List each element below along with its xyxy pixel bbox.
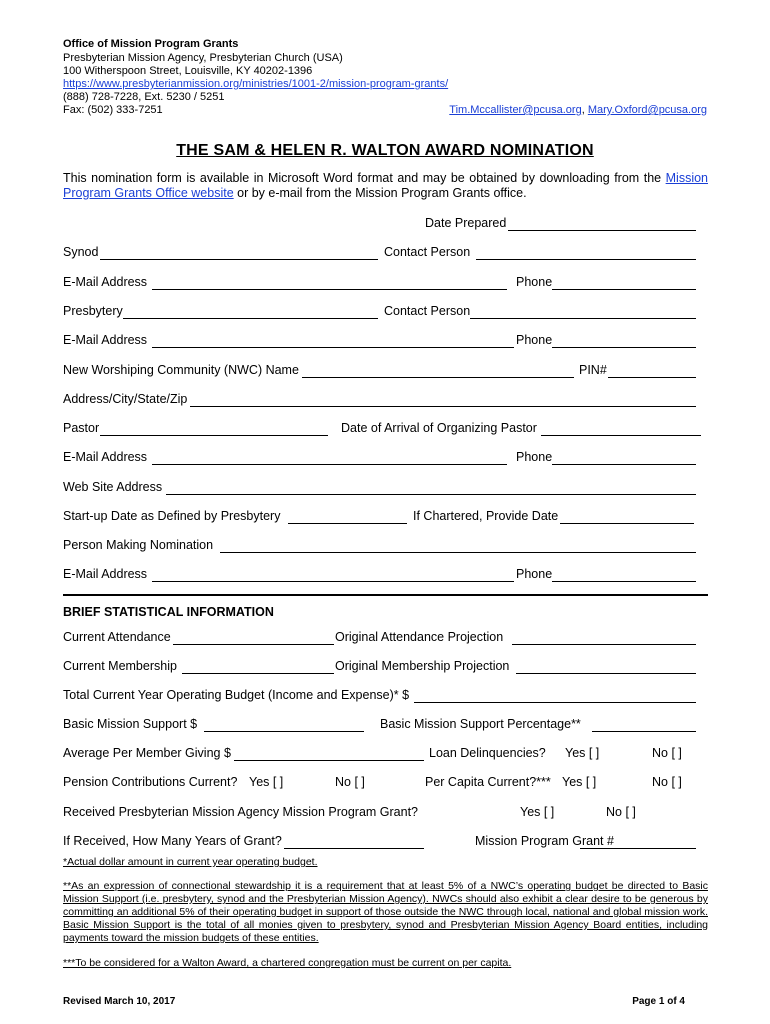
intro-text-1: This nomination form is available in Microsoft Word format and may be obtained by downloading from the (63, 171, 666, 185)
orig-attendance-label: Original Attendance Projection (335, 630, 504, 644)
pastor-email-label: E-Mail Address (63, 450, 148, 464)
per-capita-yes-checkbox[interactable]: Yes [ ] (562, 775, 597, 789)
chartered-date-label: If Chartered, Provide Date (413, 509, 559, 523)
synod-label: Synod (63, 245, 99, 259)
nominator-email-label: E-Mail Address (63, 567, 148, 581)
page-title: THE SAM & HELEN R. WALTON AWARD NOMINATION (176, 142, 594, 159)
per-capita-no-checkbox[interactable]: No [ ] (652, 775, 682, 789)
pension-yes-checkbox[interactable]: Yes [ ] (249, 775, 284, 789)
bms-percent-label: Basic Mission Support Percentage** (380, 717, 581, 731)
intro-paragraph (63, 171, 708, 201)
note-per-capita: ***To be considered for a Walton Award, a chartered congregation must be current on per capita. (63, 957, 512, 969)
pension-no-checkbox[interactable]: No [ ] (335, 775, 365, 789)
stats-heading: BRIEF STATISTICAL INFORMATION (63, 605, 274, 619)
pastor-phone-field[interactable] (552, 464, 696, 465)
presbytery-contact-label: Contact Person (384, 304, 471, 318)
note-bms: **As an expression of connectional stewardship it is a requirement that at least 5% of a NWC’s operating budget be directed to Basic Mission Support (i.e. presbytery, synod and the Presbyterian Mission Agency). NWCs should also exhibit a clear desire to be generous by committing an additional 5% of their operating budget in support of those outside the NWC through local, national and global mission work. Basic Mission Support is the total of all monies given to presbytery, synod and Presbyterian Mission Agency Board entities, including payments toward the mission budgets of these entities. (63, 880, 708, 944)
loan-yes-checkbox[interactable]: Yes [ ] (565, 746, 600, 760)
office-fax: Fax: (502) 333-7251 (63, 104, 163, 116)
avg-giving-label: Average Per Member Giving $ (63, 746, 231, 760)
presbytery-phone-field[interactable] (552, 347, 696, 348)
orig-membership-label: Original Membership Projection (335, 659, 510, 673)
pastor-email-field[interactable] (152, 464, 507, 465)
pension-label: Pension Contributions Current? (63, 775, 238, 789)
avg-giving-field[interactable] (234, 760, 424, 761)
nominator-phone-field[interactable] (552, 581, 696, 582)
note-budget: *Actual dollar amount in current year operating budget. (63, 856, 318, 868)
arrival-date-label: Date of Arrival of Organizing Pastor (341, 421, 537, 435)
email-link-tim[interactable]: Tim.Mccallister@pcusa.org (449, 104, 582, 116)
synod-phone-field[interactable] (552, 289, 696, 290)
loan-label: Loan Delinquencies? (429, 746, 546, 760)
synod-contact-label: Contact Person (384, 245, 471, 259)
synod-email-label: E-Mail Address (63, 275, 148, 289)
current-attendance-label: Current Attendance (63, 630, 171, 644)
grant-number-label: Mission Program Grant # (475, 834, 614, 848)
current-membership-label: Current Membership (63, 659, 177, 673)
nominator-phone-label: Phone (516, 567, 553, 581)
nwc-name-label: New Worshiping Community (NWC) Name (63, 363, 299, 377)
synod-email-field[interactable] (152, 289, 507, 290)
presbytery-email-field[interactable] (152, 347, 514, 348)
presbytery-field[interactable] (123, 318, 378, 319)
arrival-date-field[interactable] (541, 435, 701, 436)
address-field[interactable] (190, 406, 696, 407)
date-prepared-label: Date Prepared (425, 216, 507, 230)
pastor-label: Pastor (63, 421, 100, 435)
date-prepared-field[interactable] (508, 230, 696, 231)
received-yes-checkbox[interactable]: Yes [ ] (520, 805, 555, 819)
budget-label: Total Current Year Operating Budget (Income and Expense)* $ (63, 688, 410, 702)
synod-contact-field[interactable] (476, 259, 696, 260)
presbytery-contact-field[interactable] (470, 318, 696, 319)
office-url-link[interactable]: https://www.presbyterianmission.org/ministries/1001-2/mission-program-grants/ (63, 78, 449, 90)
office-name: Office of Mission Program Grants (63, 38, 239, 50)
received-grant-label: Received Presbyterian Mission Agency Mission Program Grant? (63, 805, 419, 819)
per-capita-label: Per Capita Current?*** (425, 775, 551, 789)
synod-phone-label: Phone (516, 275, 553, 289)
presbytery-email-label: E-Mail Address (63, 333, 148, 347)
presbytery-label: Presbytery (63, 304, 123, 318)
nominator-label: Person Making Nomination (63, 538, 214, 552)
pin-label: PIN# (579, 363, 607, 377)
orig-membership-field[interactable] (516, 673, 696, 674)
section-divider (63, 594, 708, 596)
startup-date-field[interactable] (288, 523, 407, 524)
grant-number-field[interactable] (580, 848, 696, 849)
years-field[interactable] (284, 848, 424, 849)
presbytery-phone-label: Phone (516, 333, 553, 347)
orig-attendance-field[interactable] (512, 644, 696, 645)
intro-text-2: or by e-mail from the Mission Program Grants office. (233, 186, 527, 200)
synod-field[interactable] (100, 259, 378, 260)
current-attendance-field[interactable] (173, 644, 334, 645)
received-no-checkbox[interactable]: No [ ] (606, 805, 636, 819)
address-label: Address/City/State/Zip (63, 392, 188, 406)
nominator-email-field[interactable] (152, 581, 514, 582)
years-label: If Received, How Many Years of Grant? (63, 834, 282, 848)
contact-emails (449, 104, 707, 117)
email-link-mary[interactable]: Mary.Oxford@pcusa.org (587, 104, 707, 116)
chartered-date-field[interactable] (560, 523, 694, 524)
office-phone: (888) 728-7228, Ext. 5230 / 5251 (63, 91, 225, 103)
revision-date: Revised March 10, 2017 (63, 996, 176, 1007)
nwc-name-field[interactable] (302, 377, 574, 378)
website-label: Web Site Address (63, 480, 163, 494)
bms-label: Basic Mission Support $ (63, 717, 198, 731)
intro-website-link[interactable]: Mission Program Grants Office website (63, 171, 708, 200)
startup-date-label: Start-up Date as Defined by Presbytery (63, 509, 281, 523)
pastor-field[interactable] (100, 435, 328, 436)
agency-name: Presbyterian Mission Agency, Presbyterian Church (USA) (63, 52, 343, 64)
current-membership-field[interactable] (182, 673, 334, 674)
pastor-phone-label: Phone (516, 450, 553, 464)
nominator-field[interactable] (220, 552, 696, 553)
pin-field[interactable] (608, 377, 696, 378)
page-number: Page 1 of 4 (632, 996, 685, 1007)
office-address: 100 Witherspoon Street, Louisville, KY 40202-1396 (63, 65, 313, 77)
budget-field[interactable] (414, 702, 696, 703)
email-separator: , (581, 104, 585, 116)
website-field[interactable] (166, 494, 696, 495)
bms-percent-field[interactable] (592, 731, 696, 732)
bms-field[interactable] (204, 731, 364, 732)
loan-no-checkbox[interactable]: No [ ] (652, 746, 682, 760)
